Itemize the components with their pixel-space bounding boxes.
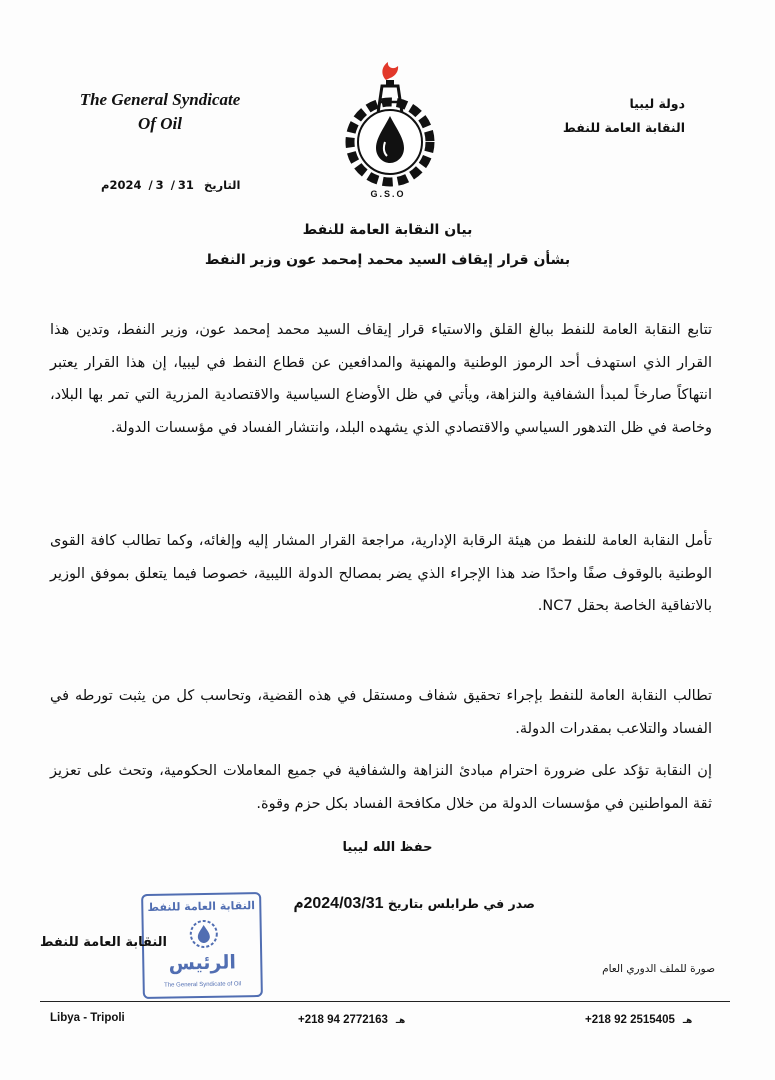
issued-line xyxy=(294,893,535,913)
logo-caption: G.S.O xyxy=(370,189,406,199)
stamp-chief: الرئيس xyxy=(168,951,237,975)
footer-city: Libya - Tripoli xyxy=(50,1012,125,1024)
stamp-drop-icon xyxy=(189,919,220,950)
stamp-title: النقابة العامة للنفط xyxy=(147,899,256,914)
statement-title: بيان النقابة العامة للنفط xyxy=(302,222,473,238)
phone-2-label: هـ xyxy=(682,1016,693,1026)
phone-2-number: +218 92 2515405 xyxy=(585,1014,675,1026)
closing-line: حفظ الله ليبيا xyxy=(342,840,433,855)
letterhead-english xyxy=(60,88,260,136)
issued-label: صدر في طرابلس بتاريخ xyxy=(387,896,535,911)
issued-date: 2024/03/31م xyxy=(293,895,384,912)
signature-block: النقابة العامة للنفط xyxy=(40,935,167,950)
footer-phone-1 xyxy=(298,1012,405,1026)
letterhead-arabic xyxy=(485,92,685,140)
phone-1-label: هـ xyxy=(395,1016,406,1026)
paragraph-3: تطالب النقابة العامة للنفط بإجراء تحقيق شفاف ومستقل في هذه القضية، وتحاسب كل من يثبت تورطه في الفساد والتلاعب بمقدرات الدولة. xyxy=(50,688,712,737)
paragraph-2: تأمل النقابة العامة للنفط من هيئة الرقابة الإدارية، مراجعة القرار المشار إليه وإلغائه، وكما تطالب كافة القوى الوطنية بالوقوف صفًا واحدًا ضد هذا الإجراء الذي يضر بمصالح الدولة الليبية، خصوصا فيما يتعلق بموفق الوزير بالاتفاقية الخاصة بحقل NC7. xyxy=(50,533,712,614)
date-day: 31 xyxy=(177,178,194,192)
stamp-english: The General Syndicate of Oil xyxy=(164,981,242,989)
paragraph-1: تتابع النقابة العامة للنفط ببالغ القلق والاستياء قرار إيقاف السيد محمد إمحمد عون، وزير النفط، وتدين هذا القرار الذي استهدف أحد الرموز الوطنية والمهنية والمدافعين عن قطاع النفط في ليبيا، إن هذا القرار يعتبر انتهاكاً صارخاً لمبدأ الشفافية والنزاهة، ويأتي في ظل الأوضاع السياسية والاقتصادية المزرية التي تمر بها البلاد، وخاصة في ظل التدهور السياسي والاقتصادي الذي يشهده البلد، وانتشار الفساد في مؤسسات الدولة. xyxy=(50,322,712,436)
letter-date: التاريخ 31/ 3/ 2024م xyxy=(98,178,243,192)
date-month: 3 xyxy=(155,178,164,192)
letterhead-english-line2: Of Oil xyxy=(138,114,182,133)
letterhead-arabic-line1: دولة ليبيا xyxy=(629,96,685,111)
copy-note: صورة للملف الدوري العام xyxy=(602,963,715,975)
statement-subject: بشأن قرار إيقاف السيد محمد إمحمد عون وزير النفط xyxy=(204,252,571,268)
date-label: التاريخ xyxy=(203,178,241,192)
letterhead-arabic-line2: النقابة العامة للنفط xyxy=(562,120,685,135)
footer-divider xyxy=(40,1001,730,1002)
footer-phone-2 xyxy=(585,1012,692,1026)
letterhead-english-line1: The General Syndicate xyxy=(79,90,241,109)
syndicate-logo-icon xyxy=(328,58,452,206)
phone-1-number: +218 94 2772163 xyxy=(298,1014,388,1026)
date-year: 2024م xyxy=(101,178,142,192)
paragraph-4: إن النقابة تؤكد على ضرورة احترام مبادئ النزاهة والشفافية في جميع المعاملات الحكومية، وتحث على تعزيز ثقة المواطنين في مؤسسات الدولة من خلال مكافحة الفساد بكل حزم وقوة. xyxy=(50,763,712,812)
